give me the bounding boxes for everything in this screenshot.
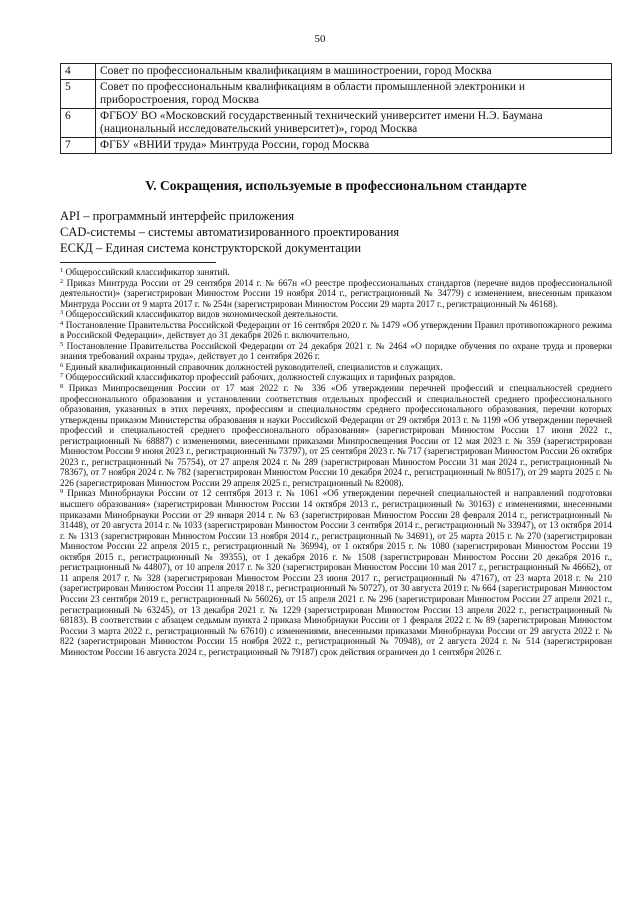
organization-name: Совет по профессиональным квалификациям в области промышленной электроники и приборостроения, город Москва: [96, 80, 612, 109]
footnote-text: Постановление Правительства Российской Федерации от 16 сентября 2020 г. № 1479 «Об утверждении Правил противопожарного режима в Российской Федерации», действует до 31 декабря 2026 г. включительно.: [60, 319, 613, 341]
row-number: 6: [61, 109, 96, 138]
footnote-text: Общероссийский классификатор видов экономической деятельности.: [65, 309, 339, 320]
organization-name: Совет по профессиональным квалификациям в машиностроении, город Москва: [96, 64, 612, 80]
row-number: 4: [61, 64, 96, 80]
abbreviations-list: [60, 208, 612, 256]
footnote: [60, 341, 612, 362]
footnote: [60, 278, 612, 310]
page-number: 50: [314, 33, 326, 45]
footnote-mark: 1: [60, 267, 64, 274]
table-row: [61, 64, 612, 80]
abbreviation-item: API – программный интерфейс приложения: [60, 209, 295, 223]
footnote-mark: 6: [60, 361, 64, 369]
footnote-mark: 7: [60, 372, 64, 380]
footnote-mark: 5: [60, 340, 64, 348]
abbreviation-item: ЕСКД – Единая система конструкторской документации: [60, 241, 362, 255]
footnote: [60, 320, 612, 341]
footnote: [60, 267, 612, 278]
footnote-mark: 4: [60, 319, 64, 327]
organization-name: ФГБОУ ВО «Московский государственный технический университет имени Н.Э. Баумана (национальный исследовательский университет)», город Москва: [96, 109, 612, 138]
footnote-divider: [60, 262, 216, 263]
footnote: [60, 372, 612, 383]
section-title: V. Сокращения, используемые в профессиональном стандарте: [145, 178, 527, 193]
footnote: [60, 383, 612, 488]
footnote-text: Приказ Минпросвещения России от 17 мая 2022 г. № 336 «Об утверждении перечней профессий и специальностей среднего профессионального образования и установлении соответствия отдельных профессий и специальностей среднего профессионального образования, указанных в этих перечнях, профессиям и специальностям среднего профессионального образования, перечни которых утверждены приказом Министерства образования и науки Российской Федерации от 29 октября 2013 г. № 1199 «Об утверждении перечней профессий и специальностей среднего профессионального образования» (зарегистрирован Минюстом России 17 июня 2022 г., регистрационный № 68887) с изменениями, внесенными приказами Минпросвещения России от 12 мая 2023 г. № 359 (зарегистрирован Минюстом России 9 июня 2023 г., регистрационный № 73797), от 25 сентября 2023 г. № 717 (зарегистрирован Минюстом России 26 октября 2023 г., регистрационный № 75754), от 27 апреля 2024 г. № 289 (зарегистрирован Минюстом России 31 мая 2024 г., регистрационный № 78367), от 7 ноября 2024 г. № 782 (зарегистрирован Минюстом России 10 декабря 2024 г., регистрационный № 80517), от 29 марта 2025 г. № 226 (зарегистрирован Минюстом России 29 апреля 2025 г., регистрационный № 82008).: [60, 383, 612, 488]
developer-organizations-table: [60, 63, 612, 154]
table-row: [61, 109, 612, 138]
organization-name: ФГБУ «ВНИИ труда» Минтруда России, город Москва: [96, 138, 612, 154]
footnote-text: Общероссийский классификатор занятий.: [65, 267, 230, 277]
abbreviation-item: CAD-системы – системы автоматизированного проектирования: [60, 225, 400, 239]
footnote-text: Приказ Минтруда России от 29 сентября 2014 г. № 667н «О реестре профессиональных стандартов (перечне видов профессиональной деятельности)» (зарегистрирован Минюстом России 19 ноября 2014 г., регистрационный № 34779) с изменением, внесенным приказом Минтруда России от 9 марта 2017 г. № 254н (зарегистрирован Минюстом России 29 марта 2017 г., регистрационный № 46168).: [60, 277, 612, 309]
row-number: 5: [61, 80, 96, 109]
table-row: [61, 138, 612, 154]
table-row: [61, 80, 612, 109]
footnote-text: Общероссийский классификатор профессий рабочих, должностей служащих и тарифных разрядов.: [65, 372, 456, 383]
footnote-text: Постановление Правительства Российской Федерации от 24 декабря 2021 г. № 2464 «О порядке обучения по охране труда и проверки знания требований охраны труда», действует до 1 сентября 2026 г.: [60, 340, 612, 362]
footnote: [60, 309, 612, 320]
footnote: [60, 362, 612, 373]
footnote-mark: 8: [60, 383, 64, 391]
footnote-text: Приказ Минобрнауки России от 12 сентября 2013 г. № 1061 «Об утверждении перечней специальностей и направлений подготовки высшего образования» (зарегистрирован Минюстом России 14 октября 2013 г., регистрационный № 30163) с изменениями, внесенными приказами Минобрнауки России от 29 января 2014 г. № 63 (зарегистрирован Минюстом России 28 февраля 2014 г., регистрационный № 31448), от 20 августа 2014 г. № 1033 (зарегистрирован Минюстом России 3 сентября 2014 г., регистрационный № 33947), от 13 октября 2014 г. № 1313 (зарегистрирован Минюстом России 13 ноября 2014 г., регистрационный № 34691), от 25 марта 2015 г. № 270 (зарегистрирован Минюстом России 22 апреля 2015 г., регистрационный № 36994), от 1 октября 2015 г. № 1080 (зарегистрирован Минюстом России 19 октября 2015 г., регистрационный № 39355), от 1 декабря 2016 г. № 1508 (зарегистрирован Минюстом России 20 декабря 2016 г., регистрационный № 44807), от 10 апреля 2017 г. № 320 (зарегистрирован Минюстом России 10 мая 2017 г., регистрационный № 46662), от 11 апреля 2017 г. № 328 (зарегистрирован Минюстом России 23 июня 2017 г., регистрационный № 47167), от 23 марта 2018 г. № 210 (зарегистрирован Минюстом России 11 апреля 2018 г., регистрационный № 50727), от 30 августа 2019 г. № 664 (зарегистрирован Минюстом России 23 сентября 2019 г., регистрационный № 56026), от 15 апреля 2021 г. № 296 (зарегистрирован Минюстом России 27 апреля 2021 г., регистрационный № 63245), от 13 декабря 2021 г. № 1229 (зарегистрирован Минюстом России 13 апреля 2022 г., регистрационный № 68183). В соответствии с абзацем седьмым пункта 2 приказа Минобрнауки России от 1 февраля 2022 г. № 89 (зарегистрирован Минюстом России 3 марта 2022 г., регистрационный № 67610) с изменениями, внесенными приказами Минобрнауки России от 29 августа 2022 г. № 822 (зарегистрирован Минюстом России 15 ноября 2022 г., регистрационный № 70948), от 2 августа 2024 г. № 514 (зарегистрирован Минюстом России 16 августа 2024 г., регистрационный № 79187) срок действия ограничен до 1 сентября 2026 г.: [60, 488, 613, 657]
row-number: 7: [61, 138, 96, 154]
footnote-mark: 3: [60, 309, 64, 317]
footnotes: [60, 267, 612, 657]
footnote-text: Единый квалификационный справочник должностей руководителей, специалистов и служащих.: [65, 361, 443, 372]
footnote-mark: 9: [60, 488, 64, 496]
footnote: [60, 488, 612, 657]
footnote-mark: 2: [60, 277, 64, 285]
